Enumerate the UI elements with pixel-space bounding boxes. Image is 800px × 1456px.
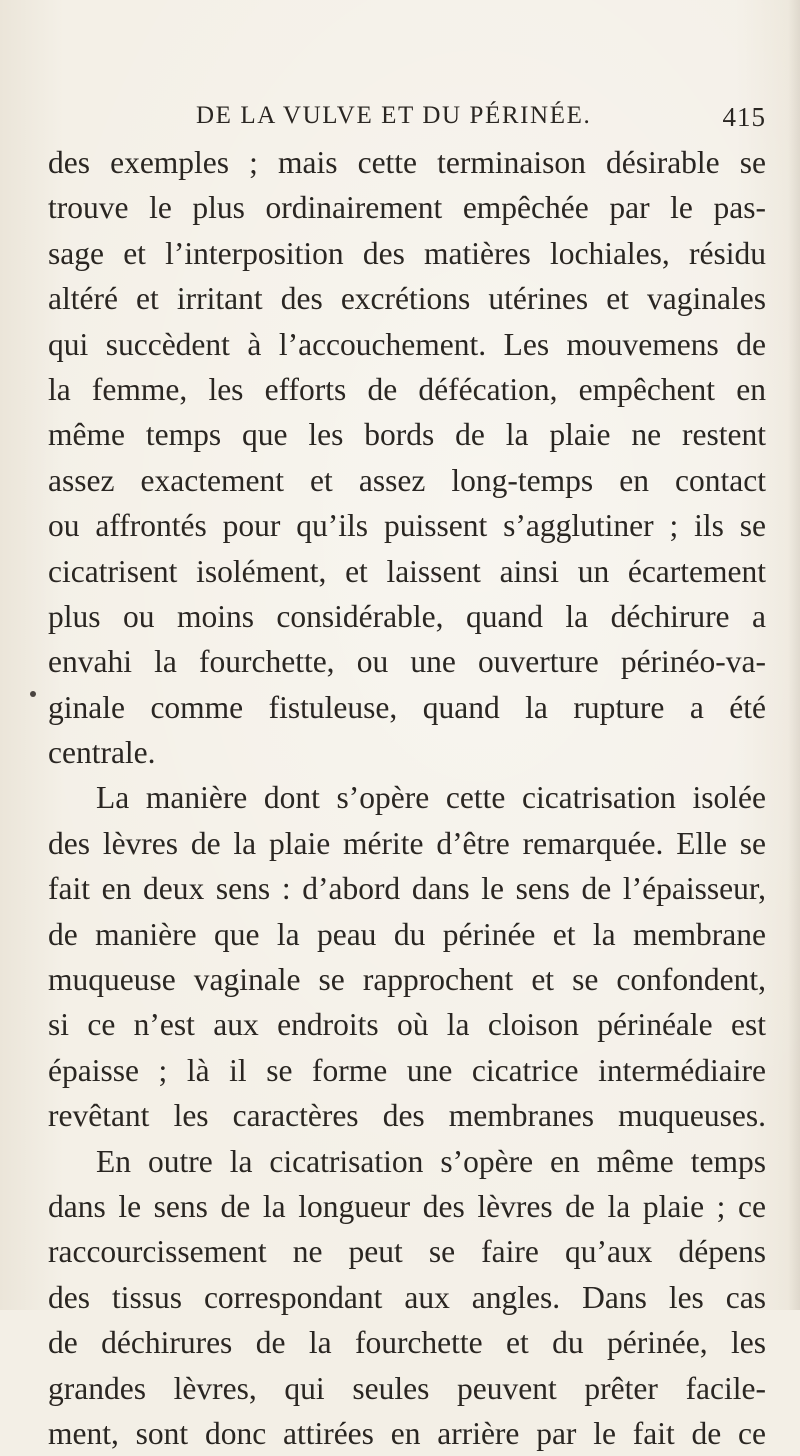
text-line: cicatrisent isolément, et laissent ainsi un écartement xyxy=(48,553,766,589)
text-line: qui succèdent à l’accouchement. Les mouvemens de xyxy=(48,326,766,362)
text-line: centrale. xyxy=(48,735,156,771)
text-line: revêtant les caractères des membranes muqueuses. xyxy=(48,1098,766,1134)
text-line: même temps que les bords de la plaie ne restent xyxy=(48,417,766,453)
text-line: envahi la fourchette, ou une ouverture périnéo-va- xyxy=(48,644,766,680)
text-line: ginale comme fistuleuse, quand la rupture a été xyxy=(48,689,766,725)
text-line: fait en deux sens : d’abord dans le sens de l’épaisseur, xyxy=(48,871,766,907)
text-line: trouve le plus ordinairement empêchée par le pas- xyxy=(48,190,766,226)
text-line: dans le sens de la longueur des lèvres de la plaie ; ce xyxy=(48,1188,766,1224)
text-line: raccourcissement ne peut se faire qu’aux dépens xyxy=(48,1234,766,1270)
text-line: ou affrontés pour qu’ils puissent s’agglutiner ; ils se xyxy=(48,508,766,544)
text-line: sage et l’interposition des matières lochiales, résidu xyxy=(48,235,766,271)
page-header xyxy=(196,102,766,142)
running-title: DE LA VULVE ET DU PÉRINÉE. xyxy=(196,102,592,129)
text-line: des exemples ; mais cette terminaison désirable se xyxy=(48,145,766,180)
body-text xyxy=(48,140,766,1456)
text-line: si ce n’est aux endroits où la cloison périnéale est xyxy=(48,1007,766,1043)
text-line: assez exactement et assez long-temps en contact xyxy=(48,462,766,498)
text-line: altéré et irritant des excrétions utérines et vaginales xyxy=(48,281,766,317)
text-line: plus ou moins considérable, quand la déchirure a xyxy=(48,598,766,634)
text-line: muqueuse vaginale se rapprochent et se confondent, xyxy=(48,962,766,998)
paragraph-start: La manière dont s’opère cette cicatrisation isolée xyxy=(96,780,766,816)
paragraph-start: En outre la cicatrisation s’opère en même temps xyxy=(96,1143,766,1179)
text-line: des tissus correspondant aux angles. Dans les cas xyxy=(48,1279,766,1315)
text-line: de manière que la peau du périnée et la membrane xyxy=(48,916,766,952)
text-line: grandes lèvres, qui seules peuvent prêter facile- xyxy=(48,1370,766,1406)
text-line: ment, sont donc attirées en arrière par le fait de ce xyxy=(48,1415,766,1451)
text-line: des lèvres de la plaie mérite d’être remarquée. Elle se xyxy=(48,825,766,861)
margin-mark xyxy=(30,691,36,697)
page-edge-shadow xyxy=(788,0,800,1310)
text-line: de déchirures de la fourchette et du périnée, les xyxy=(48,1325,766,1361)
text-line: épaisse ; là il se forme une cicatrice intermédiaire xyxy=(48,1052,766,1088)
page-number: 415 xyxy=(722,102,766,132)
text-line: la femme, les efforts de défécation, empêchent en xyxy=(48,371,766,407)
